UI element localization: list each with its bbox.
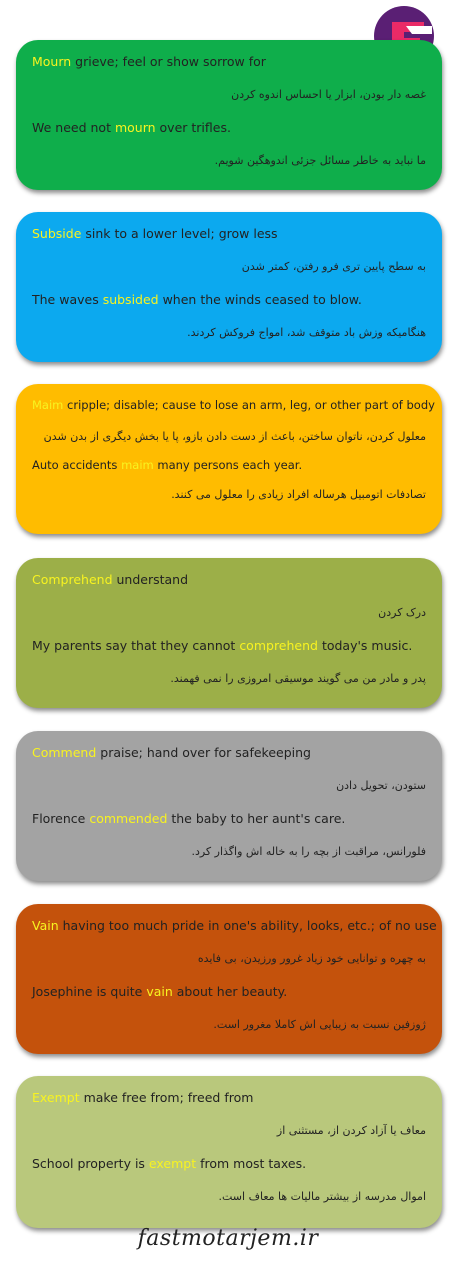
example-highlight: exempt [148, 1156, 197, 1171]
vocab-word: Exempt [32, 1090, 80, 1105]
vocab-card-mourn [16, 40, 442, 190]
example-before: Auto accidents [32, 458, 122, 472]
definition-line [32, 918, 437, 933]
example-highlight: commended [89, 811, 168, 826]
example-sentence [32, 120, 231, 135]
vocab-card-commend [16, 731, 442, 881]
vocab-card-maim [16, 384, 442, 534]
definition-text: sink to a lower level; grow less [81, 226, 278, 241]
definition-text: praise; hand over for safekeeping [96, 745, 311, 760]
definition-text: cripple; disable; cause to lose an arm, leg, or other part of body [63, 398, 435, 412]
vocab-card-vain [16, 904, 442, 1054]
example-sentence [32, 984, 287, 999]
definition-line [32, 572, 188, 587]
definition-text: understand [112, 572, 189, 587]
footer-site-link[interactable]: fastmotarjem.ir [137, 1226, 319, 1251]
persian-definition: به سطح پایین تری فرو رفتن، کمتر شدن [241, 260, 426, 273]
vocab-word: Maim [32, 398, 64, 412]
persian-definition: درک کردن [378, 606, 426, 619]
persian-example: هنگامیکه وزش باد متوقف شد، امواج فروکش کردند. [187, 326, 426, 339]
vocab-card-subside [16, 212, 442, 362]
persian-example: ما نباید به خاطر مسائل جزئی اندوهگین شویم. [214, 154, 426, 167]
definition-line [32, 226, 278, 241]
example-sentence [32, 292, 362, 307]
example-before: Florence [32, 811, 90, 826]
example-highlight: mourn [114, 120, 156, 135]
example-highlight: comprehend [239, 638, 318, 653]
definition-text: grieve; feel or show sorrow for [71, 54, 266, 69]
example-before: We need not [32, 120, 115, 135]
vocab-word: Vain [32, 918, 59, 933]
persian-example: پدر و مادر من می گویند موسیقی امروزی را نمی فهمند. [170, 672, 426, 685]
example-before: School property is [32, 1156, 149, 1171]
vocab-word: Subside [32, 226, 82, 241]
example-after: today's music. [317, 638, 413, 653]
example-after: when the winds ceased to blow. [158, 292, 362, 307]
example-before: The waves [32, 292, 103, 307]
example-after: many persons each year. [153, 458, 303, 472]
definition-line [32, 54, 266, 69]
vocab-word: Commend [32, 745, 97, 760]
vocab-word: Mourn [32, 54, 72, 69]
example-highlight: subsided [102, 292, 159, 307]
definition-line [32, 398, 435, 412]
example-sentence [32, 638, 412, 653]
definition-text: having too much pride in one's ability, looks, etc.; of no use [58, 918, 437, 933]
example-before: My parents say that they cannot [32, 638, 240, 653]
example-sentence [32, 1156, 306, 1171]
definition-line [32, 745, 311, 760]
persian-example: تصادفات اتومبیل هرساله افراد زیادی را معلول می کنند. [171, 488, 426, 501]
example-highlight: maim [121, 458, 154, 472]
example-after: from most taxes. [196, 1156, 307, 1171]
definition-text: make free from; freed from [79, 1090, 254, 1105]
persian-definition: ستودن، تحویل دادن [336, 779, 426, 792]
vocab-word: Comprehend [32, 572, 113, 587]
example-after: the baby to her aunt's care. [167, 811, 346, 826]
persian-definition: غصه دار بودن، ابزار یا احساس اندوه کردن [231, 88, 426, 101]
example-sentence [32, 458, 302, 472]
persian-example: اموال مدرسه از بیشتر مالیات ها معاف است. [218, 1190, 426, 1203]
definition-line [32, 1090, 253, 1105]
persian-example: فلورانس، مراقبت از بچه را به خاله اش واگذار کرد. [191, 845, 426, 858]
example-sentence [32, 811, 345, 826]
persian-definition: به چهره و توانایی خود زیاد غرور ورزیدن، بی فایده [197, 952, 426, 965]
persian-example: ژوزفین نسبت به زیبایی اش کاملا مغرور است. [213, 1018, 426, 1031]
example-after: over trifles. [155, 120, 231, 135]
example-highlight: vain [146, 984, 173, 999]
persian-definition: معلول کردن، ناتوان ساختن، باعث از دست دادن بازو، پا یا بخش دیگری از بدن شدن [43, 430, 426, 443]
example-after: about her beauty. [172, 984, 288, 999]
persian-definition: معاف یا آزاد کردن از، مستثنی از [276, 1124, 426, 1137]
vocab-card-comprehend [16, 558, 442, 708]
vocab-card-exempt [16, 1076, 442, 1228]
example-before: Josephine is quite [32, 984, 147, 999]
